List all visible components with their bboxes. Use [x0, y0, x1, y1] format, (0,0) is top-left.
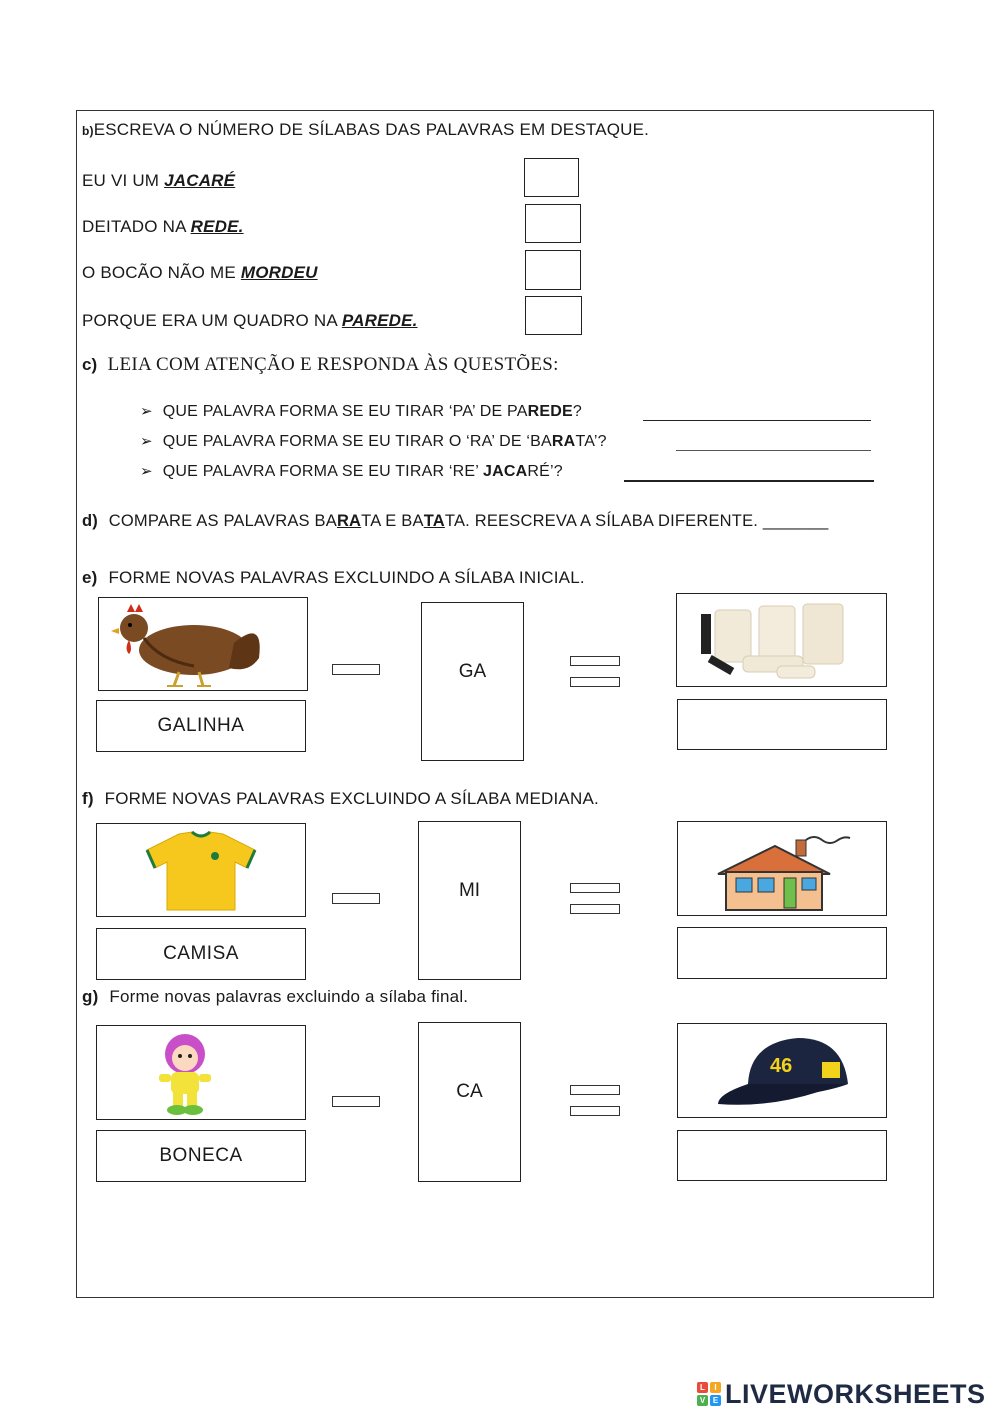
syllable-line-4: PORQUE ERA UM QUADRO NA PAREDE.: [82, 311, 418, 330]
question-c3: ➢ QUE PALAVRA FORMA SE EU TIRAR ‘RE’ JACARÉ’?: [140, 463, 563, 480]
liveworksheets-logo: [697, 1379, 986, 1409]
hen-icon: [99, 598, 307, 690]
equals-sign-bottom: [570, 904, 620, 914]
word-box-galinha: GALINHA: [96, 700, 306, 752]
section-c-heading: c) LEIA COM ATENÇÃO E RESPONDA ÀS QUESTÕES:: [82, 354, 559, 375]
syllable-count-box-4[interactable]: [525, 296, 582, 335]
brand-name: LIVEWORKSHEETS: [725, 1378, 986, 1409]
word-box-camisa: CAMISA: [96, 928, 306, 980]
house-icon: [678, 822, 886, 915]
syllable-count-box-3[interactable]: [525, 250, 581, 290]
equals-sign-top: [570, 883, 620, 893]
section-e-heading: e) FORME NOVAS PALAVRAS EXCLUINDO A SÍLABA INICIAL.: [82, 568, 585, 587]
shirt-image-box: [96, 823, 306, 917]
answer-box-e[interactable]: [677, 699, 887, 750]
syllable-line-3: O BOCÃO NÃO ME MORDEU: [82, 263, 318, 282]
minus-sign: [332, 664, 380, 675]
cap-image-box: [677, 1023, 887, 1118]
equals-sign-bottom: [570, 1106, 620, 1116]
minus-sign: [332, 1096, 380, 1107]
syllable-line-2: DEITADO NA REDE.: [82, 217, 244, 236]
section-b-heading: b)ESCREVA O NÚMERO DE SÍLABAS DAS PALAVRAS EM DESTAQUE.: [82, 120, 650, 139]
section-d-question: d) COMPARE AS PALAVRAS BARATA E BATATA. REESCREVA A SÍLABA DIFERENTE. _______: [82, 512, 829, 530]
logo-mark-icon: L I V E: [697, 1382, 721, 1406]
house-image-box: [677, 821, 887, 916]
equals-sign-top: [570, 656, 620, 666]
minus-sign: [332, 893, 380, 904]
syllable-count-box-2[interactable]: [525, 204, 581, 243]
shirt-icon: [97, 824, 305, 916]
thread-spools-icon: [677, 594, 886, 686]
thread-spools-image-box: [676, 593, 887, 687]
equals-sign-bottom: [570, 677, 620, 687]
answer-box-g[interactable]: [677, 1130, 887, 1181]
answer-blank-c3[interactable]: [624, 463, 874, 482]
equals-sign-top: [570, 1085, 620, 1095]
cap-icon: [678, 1024, 886, 1117]
syllable-count-box-1[interactable]: [524, 158, 579, 197]
question-c2: ➢ QUE PALAVRA FORMA SE EU TIRAR O ‘RA’ DE ‘BARATA’?: [140, 433, 607, 450]
doll-image-box: [96, 1025, 306, 1120]
answer-box-f[interactable]: [677, 927, 887, 979]
syllable-line-1: EU VI UM JACARÉ: [82, 171, 236, 190]
word-box-boneca: BONECA: [96, 1130, 306, 1182]
doll-icon: [97, 1026, 305, 1119]
hen-image-box: [98, 597, 308, 691]
question-c1: ➢ QUE PALAVRA FORMA SE EU TIRAR ‘PA’ DE PAREDE?: [140, 403, 582, 420]
cap-number-text: 46: [770, 1055, 793, 1077]
syllable-box-ga: GA: [421, 602, 524, 761]
section-f-heading: f) FORME NOVAS PALAVRAS EXCLUINDO A SÍLABA MEDIANA.: [82, 789, 599, 808]
section-g-heading: g) Forme novas palavras excluindo a sílaba final.: [82, 987, 469, 1006]
syllable-box-ca: CA: [418, 1022, 521, 1182]
syllable-box-mi: MI: [418, 821, 521, 980]
answer-blank-c2[interactable]: [676, 433, 871, 451]
answer-blank-c1[interactable]: [643, 403, 871, 421]
